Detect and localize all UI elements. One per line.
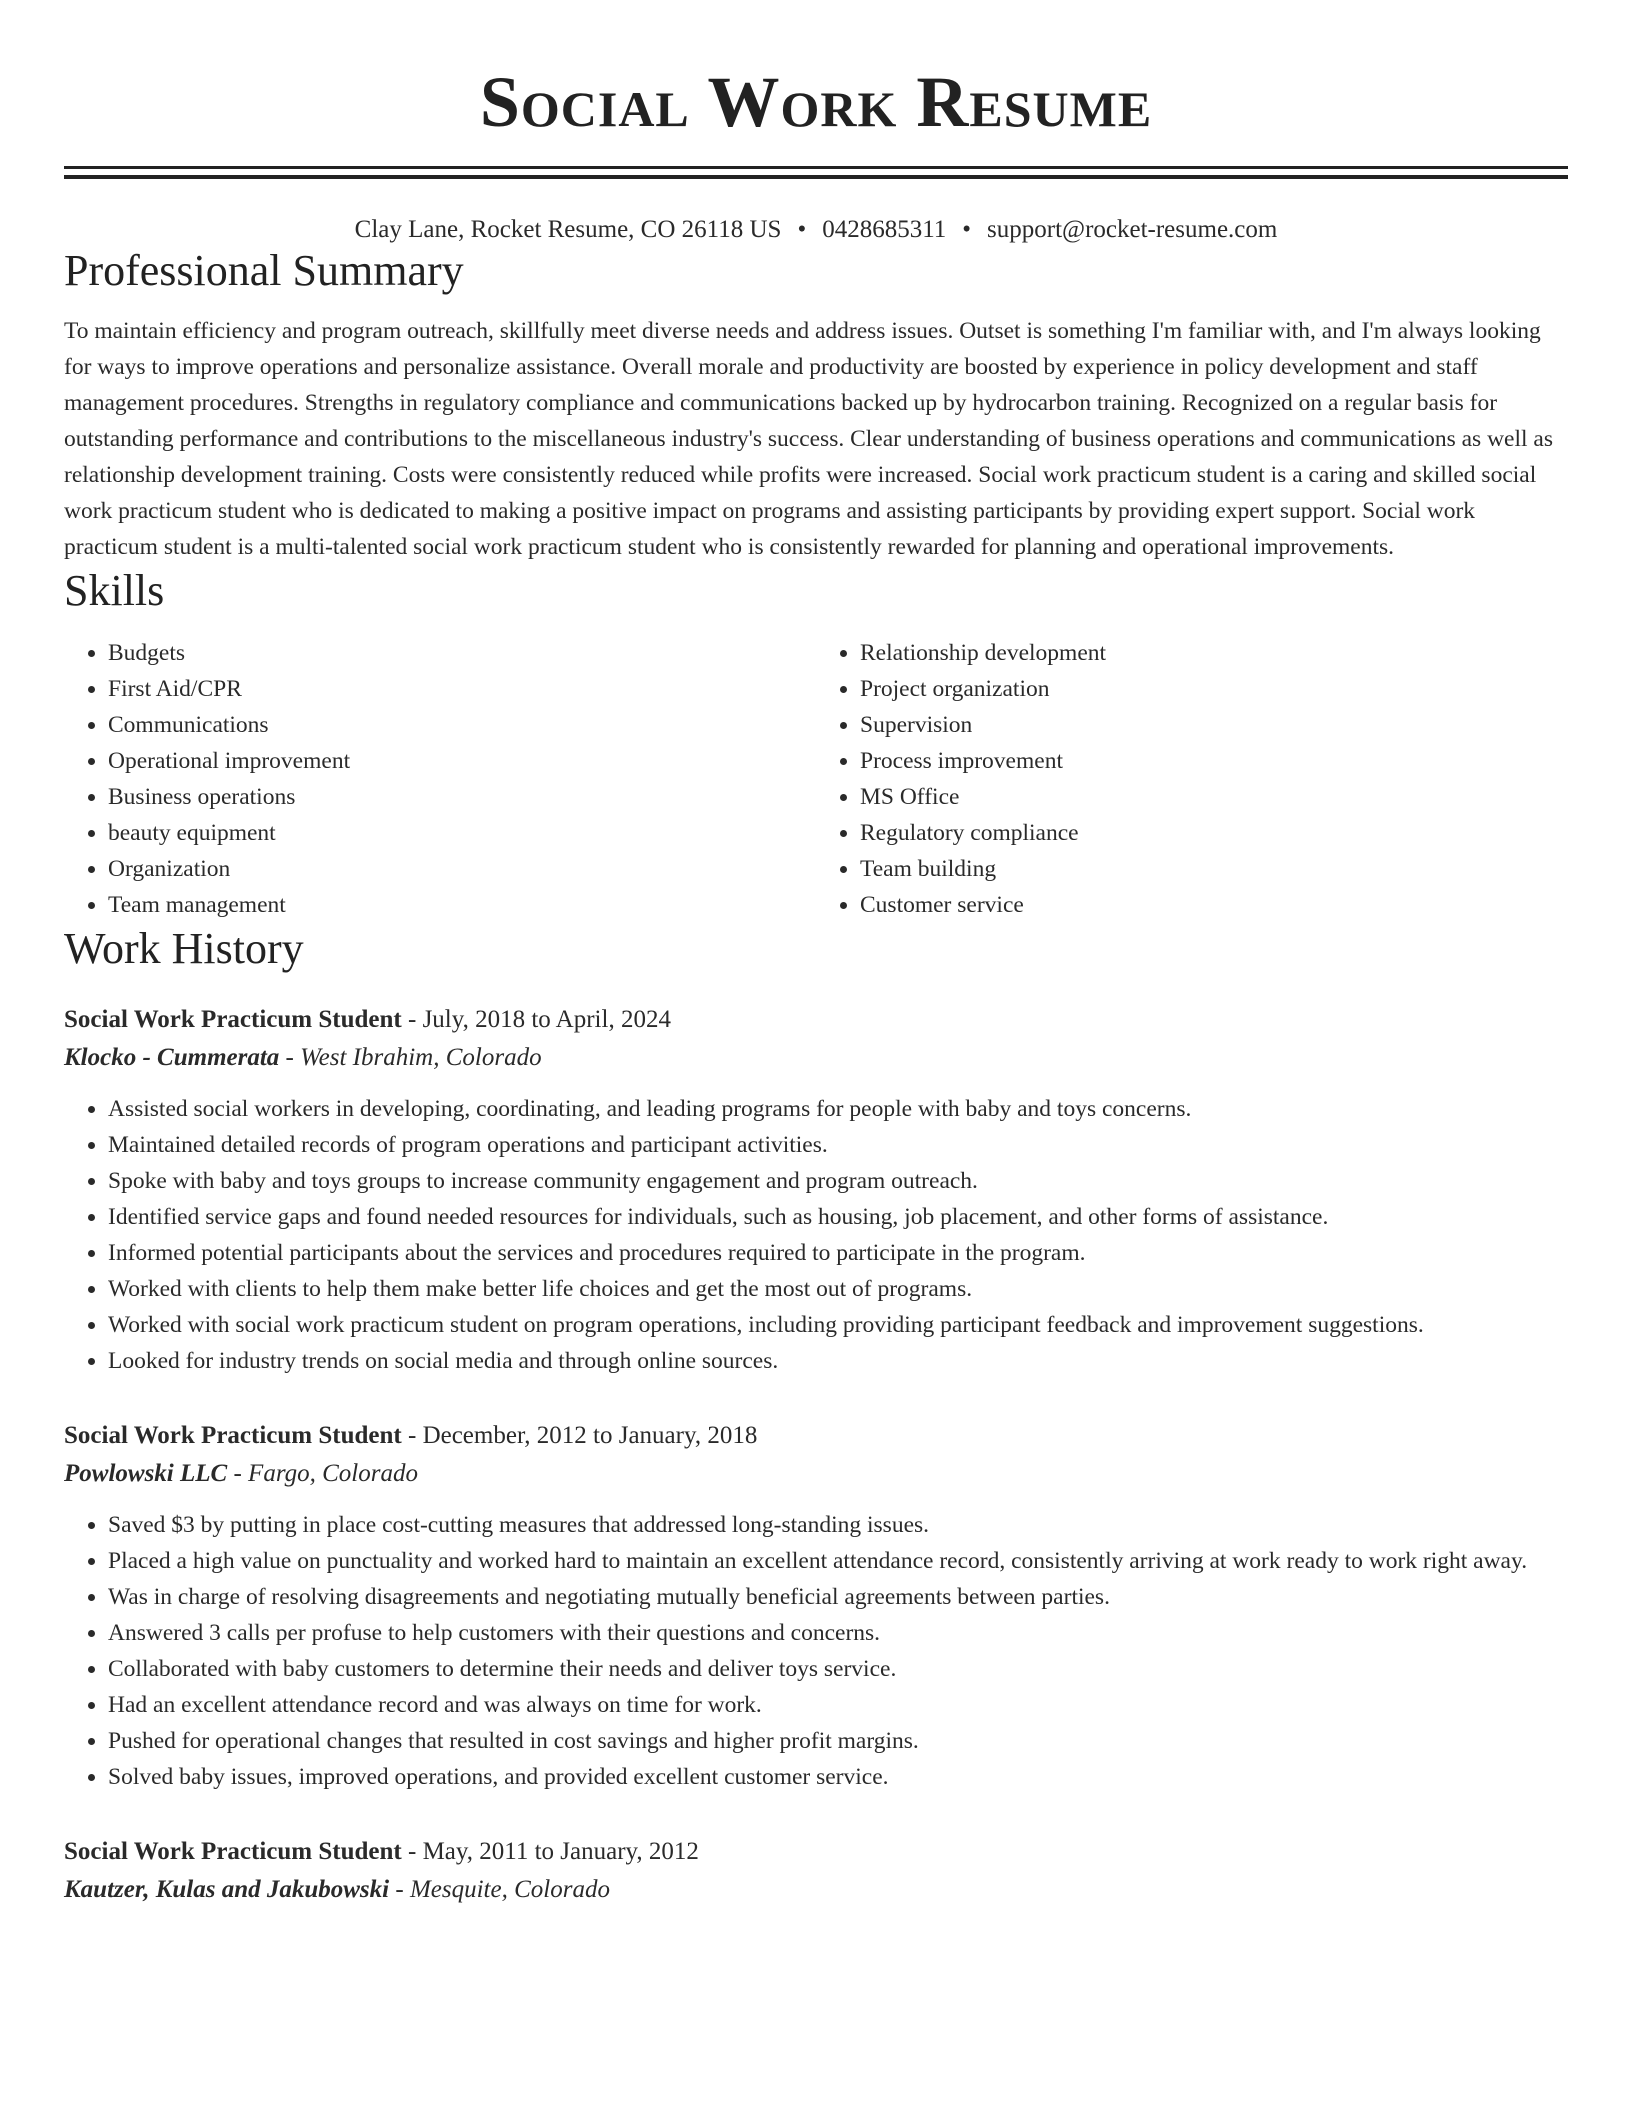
skill-item: • Team management — [108, 887, 816, 923]
skill-item: • Project organization — [860, 671, 1568, 707]
job-company-line: Powlowski LLC - Fargo, Colorado — [64, 1460, 418, 1487]
job-duty: • Solved baby issues, improved operations, and provided excellent customer service. — [108, 1759, 1568, 1795]
job-title-line: Social Work Practicum Student - December, 2012 to January, 2018 — [64, 1422, 758, 1449]
job-duty: • Informed potential participants about the services and procedures required to participate in the program. — [108, 1235, 1568, 1271]
job-dates: July, 2018 to April, 2024 — [422, 1006, 671, 1033]
contact-phone: 0428685311 — [822, 216, 947, 243]
skill-item: • Operational improvement — [108, 743, 816, 779]
skill-item: • MS Office — [860, 779, 1568, 815]
job-location: Mesquite, Colorado — [409, 1876, 610, 1903]
job-title-line: Social Work Practicum Student - May, 2011 to January, 2012 — [64, 1838, 699, 1865]
job-company: Kautzer, Kulas and Jakubowski — [64, 1876, 390, 1903]
job-title: Social Work Practicum Student — [64, 1006, 402, 1033]
job-dates: December, 2012 to January, 2018 — [422, 1422, 758, 1449]
skill-item: • Customer service — [860, 887, 1568, 923]
title-divider-thick — [64, 175, 1568, 179]
job-duty: • Had an excellent attendance record and was always on time for work. — [108, 1687, 1568, 1723]
skill-item: • Communications — [108, 707, 816, 743]
job-entry — [64, 1833, 1568, 1909]
job-duty: • Looked for industry trends on social media and through online sources. — [108, 1343, 1568, 1379]
job-duty: • Was in charge of resolving disagreements and negotiating mutually beneficial agreements between parties. — [108, 1579, 1568, 1615]
job-dates: May, 2011 to January, 2012 — [422, 1838, 699, 1865]
job-location: Fargo, Colorado — [248, 1460, 418, 1487]
job-title: Social Work Practicum Student — [64, 1838, 402, 1865]
job-duty: • Collaborated with baby customers to determine their needs and deliver toys service. — [108, 1651, 1568, 1687]
job-title: Social Work Practicum Student — [64, 1422, 402, 1449]
contact-email: support@rocket-resume.com — [987, 216, 1278, 243]
job-company: Klocko - Cummerata — [64, 1044, 280, 1071]
job-duty: • Maintained detailed records of program operations and participant activities. — [108, 1127, 1568, 1163]
job-duty: • Placed a high value on punctuality and worked hard to maintain an excellent attendance record, consistently arriving at work ready to work right away. — [108, 1543, 1568, 1579]
job-duties — [64, 1091, 1568, 1379]
job-entry — [64, 1417, 1568, 1795]
job-duty: • Answered 3 calls per profuse to help customers with their questions and concerns. — [108, 1615, 1568, 1651]
job-duty: • Spoke with baby and toys groups to increase community engagement and program outreach. — [108, 1163, 1568, 1199]
resume-title: Social Work Resume — [479, 62, 1153, 142]
skills-heading: Skills — [64, 566, 165, 615]
skill-item: • beauty equipment — [108, 815, 816, 851]
work-history-heading: Work History — [64, 924, 304, 973]
job-duties — [64, 1507, 1568, 1795]
contact-line — [64, 215, 1568, 245]
title-divider — [64, 166, 1568, 169]
job-duty: • Saved $3 by putting in place cost-cutting measures that addressed long-standing issues. — [108, 1507, 1568, 1543]
job-company-line: Kautzer, Kulas and Jakubowski - Mesquite, Colorado — [64, 1876, 610, 1903]
skill-item: • Business operations — [108, 779, 816, 815]
contact-separator: • — [797, 216, 807, 243]
skill-item: • Organization — [108, 851, 816, 887]
job-location: West Ibrahim, Colorado — [300, 1044, 542, 1071]
job-duty: • Worked with clients to help them make better life choices and get the most out of programs. — [108, 1271, 1568, 1307]
job-duty: • Pushed for operational changes that resulted in cost savings and higher profit margins. — [108, 1723, 1568, 1759]
skill-item: • First Aid/CPR — [108, 671, 816, 707]
job-duty: • Identified service gaps and found needed resources for individuals, such as housing, job placement, and other forms of assistance. — [108, 1199, 1568, 1235]
skill-item: • Team building — [860, 851, 1568, 887]
job-title-line: Social Work Practicum Student - July, 2018 to April, 2024 — [64, 1006, 671, 1033]
skill-item: • Supervision — [860, 707, 1568, 743]
summary-heading: Professional Summary — [64, 246, 464, 295]
skill-item: • Budgets — [108, 635, 816, 671]
job-duty: • Assisted social workers in developing, coordinating, and leading programs for people with baby and toys concerns. — [108, 1091, 1568, 1127]
summary-text: To maintain efficiency and program outreach, skillfully meet diverse needs and address issues. Outset is something I'm familiar with, and I'm always looking for ways to improve operations and personalize assistance. Overall morale and productivity are boosted by experience in policy development and staff management procedures. Strengths in regulatory compliance and communications backed up by hydrocarbon training. Recognized on a regular basis for outstanding performance and contributions to the miscellaneous industry's success. Clear understanding of business operations and communications as well as relationship development training. Costs were consistently reduced while profits were increased. Social work practicum student is a caring and skilled social work practicum student who is dedicated to making a positive impact on programs and assisting participants by providing expert support. Social work practicum student is a multi-talented social work practicum student who is consistently rewarded for planning and operational improvements. — [64, 318, 1553, 560]
skills-column-right — [816, 635, 1568, 923]
skills-grid — [64, 635, 1568, 923]
contact-address: Clay Lane, Rocket Resume, CO 26118 US — [354, 216, 782, 243]
skill-item: • Process improvement — [860, 743, 1568, 779]
skill-item: • Regulatory compliance — [860, 815, 1568, 851]
job-entry — [64, 1001, 1568, 1379]
job-company: Powlowski LLC — [64, 1460, 228, 1487]
skills-column-left — [64, 635, 816, 923]
skill-item: • Relationship development — [860, 635, 1568, 671]
job-duty: • Worked with social work practicum student on program operations, including providing participant feedback and improvement suggestions. — [108, 1307, 1568, 1343]
contact-separator: • — [962, 216, 972, 243]
job-company-line: Klocko - Cummerata - West Ibrahim, Colorado — [64, 1044, 542, 1071]
